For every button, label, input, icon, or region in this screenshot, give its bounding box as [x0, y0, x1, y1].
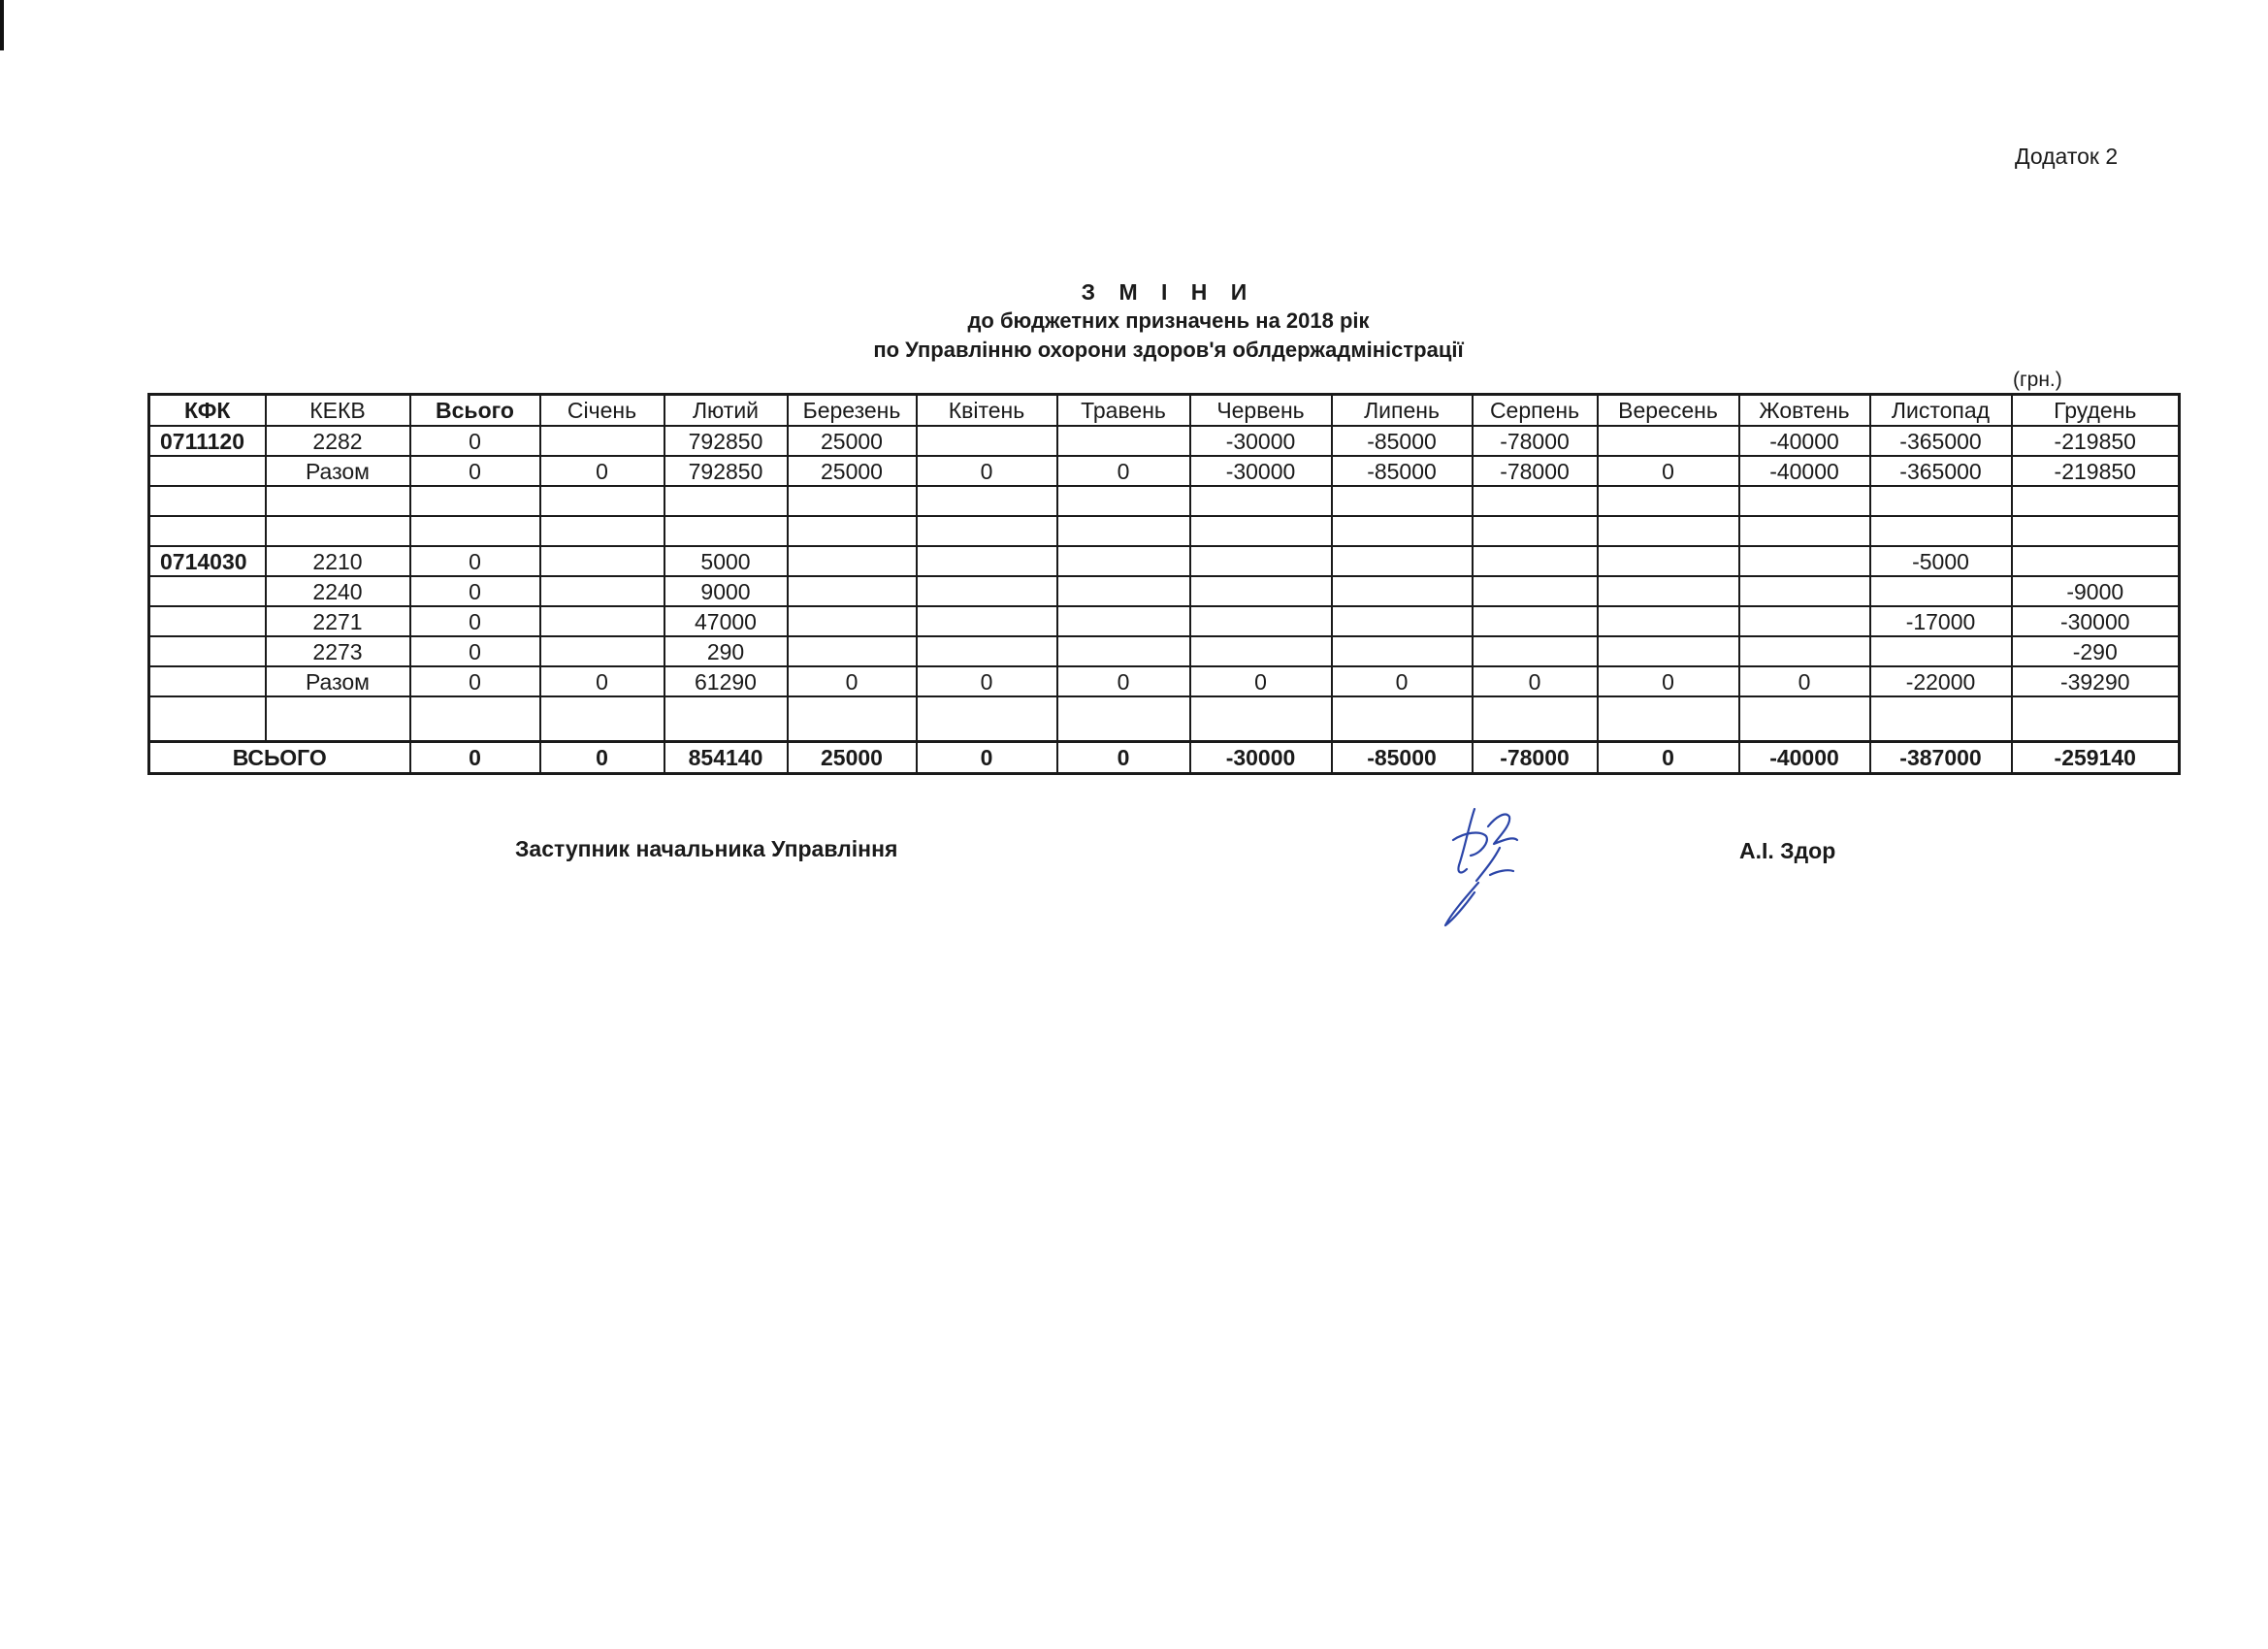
table-cell — [1473, 576, 1598, 606]
table-cell: 0 — [917, 666, 1057, 696]
table-cell — [1473, 486, 1598, 516]
kekv-cell — [266, 486, 410, 516]
document-subtitle-line-2: по Управлінню охорони здоров'я облдержадміністрації — [873, 338, 1464, 362]
table-cell — [410, 696, 540, 742]
table-cell: 0 — [1057, 666, 1190, 696]
table-cell — [1332, 516, 1473, 546]
kekv-cell: 2210 — [266, 546, 410, 576]
table-cell — [788, 516, 917, 546]
table-cell — [917, 696, 1057, 742]
col-header-september: Вересень — [1598, 395, 1739, 427]
table-cell — [1332, 606, 1473, 636]
table-cell: 61290 — [664, 666, 788, 696]
table-cell: 792850 — [664, 426, 788, 456]
table-cell — [788, 696, 917, 742]
grand-total-cell: 0 — [1057, 742, 1190, 774]
kekv-cell: 2240 — [266, 576, 410, 606]
kfk-cell — [149, 456, 266, 486]
grand-total-row — [149, 742, 2180, 774]
table-cell: 0 — [1057, 456, 1190, 486]
table-cell: 9000 — [664, 576, 788, 606]
table-cell: 0 — [1190, 666, 1332, 696]
table-row — [149, 456, 2180, 486]
table-cell — [1332, 546, 1473, 576]
table-cell — [1739, 696, 1870, 742]
col-header-november: Листопад — [1870, 395, 2012, 427]
table-cell — [1190, 486, 1332, 516]
budget-changes-table — [147, 393, 2181, 775]
table-cell — [1190, 576, 1332, 606]
table-cell: 0 — [788, 666, 917, 696]
grand-total-cell: -78000 — [1473, 742, 1598, 774]
table-cell — [540, 636, 664, 666]
table-cell — [1473, 696, 1598, 742]
grand-total-cell: 0 — [917, 742, 1057, 774]
table-cell: 0 — [1473, 666, 1598, 696]
kfk-cell — [149, 696, 266, 742]
table-cell — [1190, 696, 1332, 742]
table-cell: -5000 — [1870, 546, 2012, 576]
col-header-february: Лютий — [664, 395, 788, 427]
table-cell — [1190, 546, 1332, 576]
table-cell — [1057, 546, 1190, 576]
table-cell — [1870, 516, 2012, 546]
table-body — [149, 426, 2180, 742]
table-cell — [410, 516, 540, 546]
table-cell — [1739, 546, 1870, 576]
table-cell: 0 — [1332, 666, 1473, 696]
col-header-march: Березень — [788, 395, 917, 427]
table-cell — [917, 576, 1057, 606]
table-cell — [1473, 516, 1598, 546]
table-cell — [1870, 696, 2012, 742]
table-cell: 0 — [540, 456, 664, 486]
table-cell — [1739, 486, 1870, 516]
table-cell: 0 — [410, 456, 540, 486]
table-cell: 0 — [1598, 456, 1739, 486]
col-header-june: Червень — [1190, 395, 1332, 427]
table-cell — [1598, 606, 1739, 636]
kfk-cell — [149, 516, 266, 546]
table-cell: 0 — [917, 456, 1057, 486]
table-cell — [1598, 546, 1739, 576]
currency-unit-label: (грн.) — [2013, 369, 2062, 391]
table-cell — [410, 486, 540, 516]
table-cell — [917, 516, 1057, 546]
table-cell: 0 — [1739, 666, 1870, 696]
table-cell — [540, 576, 664, 606]
table-cell — [1190, 636, 1332, 666]
kekv-cell — [266, 696, 410, 742]
col-header-may: Травень — [1057, 395, 1190, 427]
document-title: З М І Н И — [1081, 279, 1256, 305]
table-cell — [788, 576, 917, 606]
table-cell — [788, 606, 917, 636]
table-cell: -290 — [2012, 636, 2180, 666]
kfk-cell — [149, 486, 266, 516]
grand-total-cell: -30000 — [1190, 742, 1332, 774]
table-cell — [917, 426, 1057, 456]
kekv-cell: 2273 — [266, 636, 410, 666]
table-cell: 792850 — [664, 456, 788, 486]
table-cell: -219850 — [2012, 456, 2180, 486]
table-cell: -219850 — [2012, 426, 2180, 456]
table-cell — [1473, 636, 1598, 666]
grand-total-cell: -387000 — [1870, 742, 2012, 774]
table-cell — [1057, 516, 1190, 546]
table-cell: -39290 — [2012, 666, 2180, 696]
col-header-july: Липень — [1332, 395, 1473, 427]
handwritten-signature — [1436, 797, 1571, 933]
table-cell — [1598, 516, 1739, 546]
table-cell — [2012, 486, 2180, 516]
grand-total-cell: -259140 — [2012, 742, 2180, 774]
signatory-role: Заступник начальника Управління — [515, 836, 898, 861]
grand-total-cell: 854140 — [664, 742, 788, 774]
col-header-total: Всього — [410, 395, 540, 427]
table-cell — [1332, 576, 1473, 606]
table-cell: 0 — [410, 426, 540, 456]
table-cell: 0 — [1598, 666, 1739, 696]
table-cell: 5000 — [664, 546, 788, 576]
table-cell — [1057, 606, 1190, 636]
table-cell — [788, 546, 917, 576]
table-cell: -85000 — [1332, 426, 1473, 456]
grand-total-cell: -40000 — [1739, 742, 1870, 774]
table-cell: 0 — [410, 606, 540, 636]
document-title-block — [0, 277, 2268, 365]
table-row — [149, 606, 2180, 636]
table-cell — [1332, 636, 1473, 666]
signatory-name: А.І. Здор — [1739, 838, 1836, 863]
table-cell — [788, 636, 917, 666]
table-cell — [664, 516, 788, 546]
kfk-cell: 0711120 — [149, 426, 266, 456]
table-cell — [2012, 546, 2180, 576]
table-cell — [1739, 576, 1870, 606]
table-cell — [1870, 576, 2012, 606]
kekv-cell: 2271 — [266, 606, 410, 636]
table-cell — [1598, 636, 1739, 666]
table-cell: 25000 — [788, 456, 917, 486]
table-cell — [1598, 576, 1739, 606]
kekv-cell: 2282 — [266, 426, 410, 456]
table-cell — [540, 426, 664, 456]
table-cell — [1473, 546, 1598, 576]
table-cell: 0 — [540, 666, 664, 696]
table-row — [149, 426, 2180, 456]
col-header-kekv: КЕКВ — [266, 395, 410, 427]
kfk-cell — [149, 666, 266, 696]
table-cell — [540, 696, 664, 742]
table-cell — [917, 606, 1057, 636]
table-cell — [1739, 516, 1870, 546]
table-cell — [1739, 606, 1870, 636]
kfk-cell — [149, 576, 266, 606]
table-cell: 0 — [410, 636, 540, 666]
table-cell: -85000 — [1332, 456, 1473, 486]
table-cell: -78000 — [1473, 426, 1598, 456]
grand-total-label: ВСЬОГО — [149, 742, 410, 774]
table-cell — [1332, 696, 1473, 742]
table-cell — [1598, 696, 1739, 742]
table-cell — [917, 546, 1057, 576]
document-subtitle-line-1: до бюджетних призначень на 2018 рік — [967, 308, 1370, 333]
table-cell — [1332, 486, 1473, 516]
kfk-cell — [149, 636, 266, 666]
table-header-row — [149, 395, 2180, 427]
table-cell — [1473, 606, 1598, 636]
scan-edge-mark — [0, 0, 4, 50]
table-cell — [2012, 696, 2180, 742]
table-cell — [664, 696, 788, 742]
table-cell — [1870, 636, 2012, 666]
table-cell — [540, 606, 664, 636]
table-cell — [1190, 606, 1332, 636]
table-cell — [1190, 516, 1332, 546]
table-cell: -30000 — [1190, 456, 1332, 486]
table-cell: 25000 — [788, 426, 917, 456]
table-cell — [1057, 426, 1190, 456]
table-cell — [1057, 636, 1190, 666]
table-cell: -9000 — [2012, 576, 2180, 606]
table-row — [149, 666, 2180, 696]
table-cell — [540, 516, 664, 546]
table-cell — [664, 486, 788, 516]
table-cell — [1870, 486, 2012, 516]
table-cell: -365000 — [1870, 426, 2012, 456]
table-row — [149, 546, 2180, 576]
table-cell — [1057, 576, 1190, 606]
col-header-december: Грудень — [2012, 395, 2180, 427]
grand-total-cell: 0 — [410, 742, 540, 774]
kekv-cell: Разом — [266, 666, 410, 696]
table-cell — [1057, 696, 1190, 742]
table-cell — [1598, 486, 1739, 516]
table-row — [149, 696, 2180, 742]
kekv-cell — [266, 516, 410, 546]
table-cell — [2012, 516, 2180, 546]
table-cell — [540, 546, 664, 576]
grand-total-cell: -85000 — [1332, 742, 1473, 774]
table-cell: -40000 — [1739, 426, 1870, 456]
table-cell — [788, 486, 917, 516]
appendix-label: Додаток 2 — [2015, 144, 2119, 169]
table-row — [149, 576, 2180, 606]
col-header-january: Січень — [540, 395, 664, 427]
col-header-april: Квітень — [917, 395, 1057, 427]
table-row — [149, 516, 2180, 546]
table-row — [149, 636, 2180, 666]
grand-total-cell: 0 — [540, 742, 664, 774]
table-cell — [1598, 426, 1739, 456]
table-cell: -365000 — [1870, 456, 2012, 486]
table-cell — [1057, 486, 1190, 516]
table-cell: -30000 — [1190, 426, 1332, 456]
table-cell: 290 — [664, 636, 788, 666]
table-cell: 0 — [410, 546, 540, 576]
table-cell — [1739, 636, 1870, 666]
table-cell: 0 — [410, 666, 540, 696]
table-cell: -78000 — [1473, 456, 1598, 486]
grand-total-cell: 25000 — [788, 742, 917, 774]
table-cell: -17000 — [1870, 606, 2012, 636]
col-header-august: Серпень — [1473, 395, 1598, 427]
table-row — [149, 486, 2180, 516]
table-cell: -30000 — [2012, 606, 2180, 636]
grand-total-cell: 0 — [1598, 742, 1739, 774]
table-cell: -40000 — [1739, 456, 1870, 486]
kfk-cell: 0714030 — [149, 546, 266, 576]
table-cell: -22000 — [1870, 666, 2012, 696]
kfk-cell — [149, 606, 266, 636]
table-cell: 0 — [410, 576, 540, 606]
col-header-kfk: КФК — [149, 395, 266, 427]
table-cell — [917, 636, 1057, 666]
table-cell — [540, 486, 664, 516]
table-cell: 47000 — [664, 606, 788, 636]
table-cell — [917, 486, 1057, 516]
col-header-october: Жовтень — [1739, 395, 1870, 427]
kekv-cell: Разом — [266, 456, 410, 486]
